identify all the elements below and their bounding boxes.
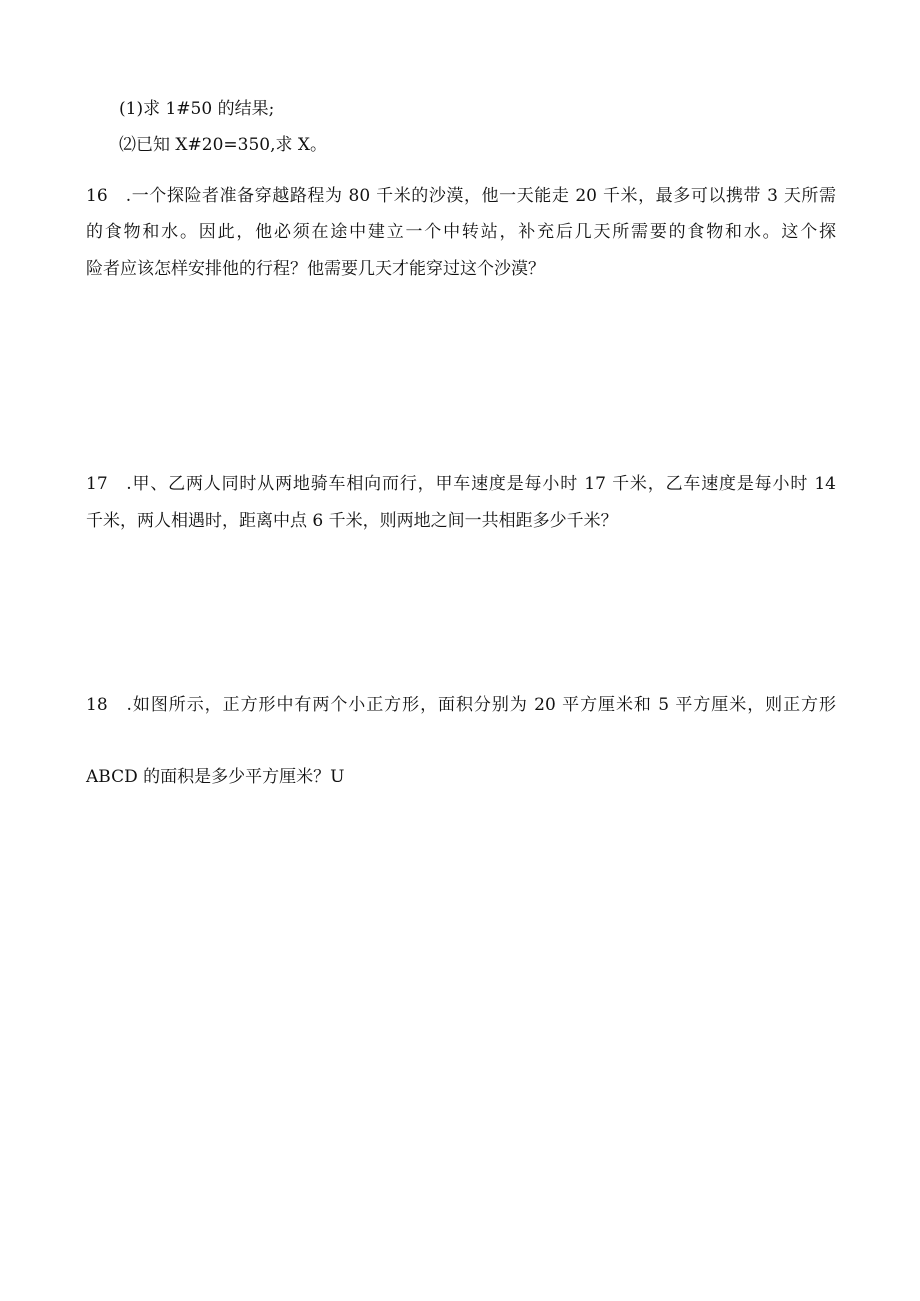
q18-line2: ABCD 的面积是多少平方厘米？U — [86, 767, 345, 787]
q17-line2: 千米，两人相遇时，距离中点 6 千米，则两地之间一共相距多少千米？ — [86, 511, 618, 531]
q18-line1: 18 .如图所示，正方形中有两个小正方形，面积分别为 20 平方厘米和 5 平方厘米，则正方形 — [86, 695, 836, 715]
q16-line2: 的食物和水。因此，他必须在途中建立一个中转站，补充后几天所需要的食物和水。这个探 — [86, 222, 836, 242]
q15-part2: ⑵已知 X#20=350,求 X。 — [119, 135, 327, 155]
q16-line3: 险者应该怎样安排他的行程？他需要几天才能穿过这个沙漠？ — [86, 259, 545, 279]
q16-line1: 16 .一个探险者准备穿越路程为 80 千米的沙漠，他一天能走 20 千米，最多可以携带 3 天所需 — [86, 186, 836, 206]
q15-part1: (1)求 1#50 的结果; — [119, 99, 275, 119]
q17-line1: 17 .甲、乙两人同时从两地骑车相向而行，甲车速度是每小时 17 千米，乙车速度是每小时 14 — [86, 474, 836, 494]
